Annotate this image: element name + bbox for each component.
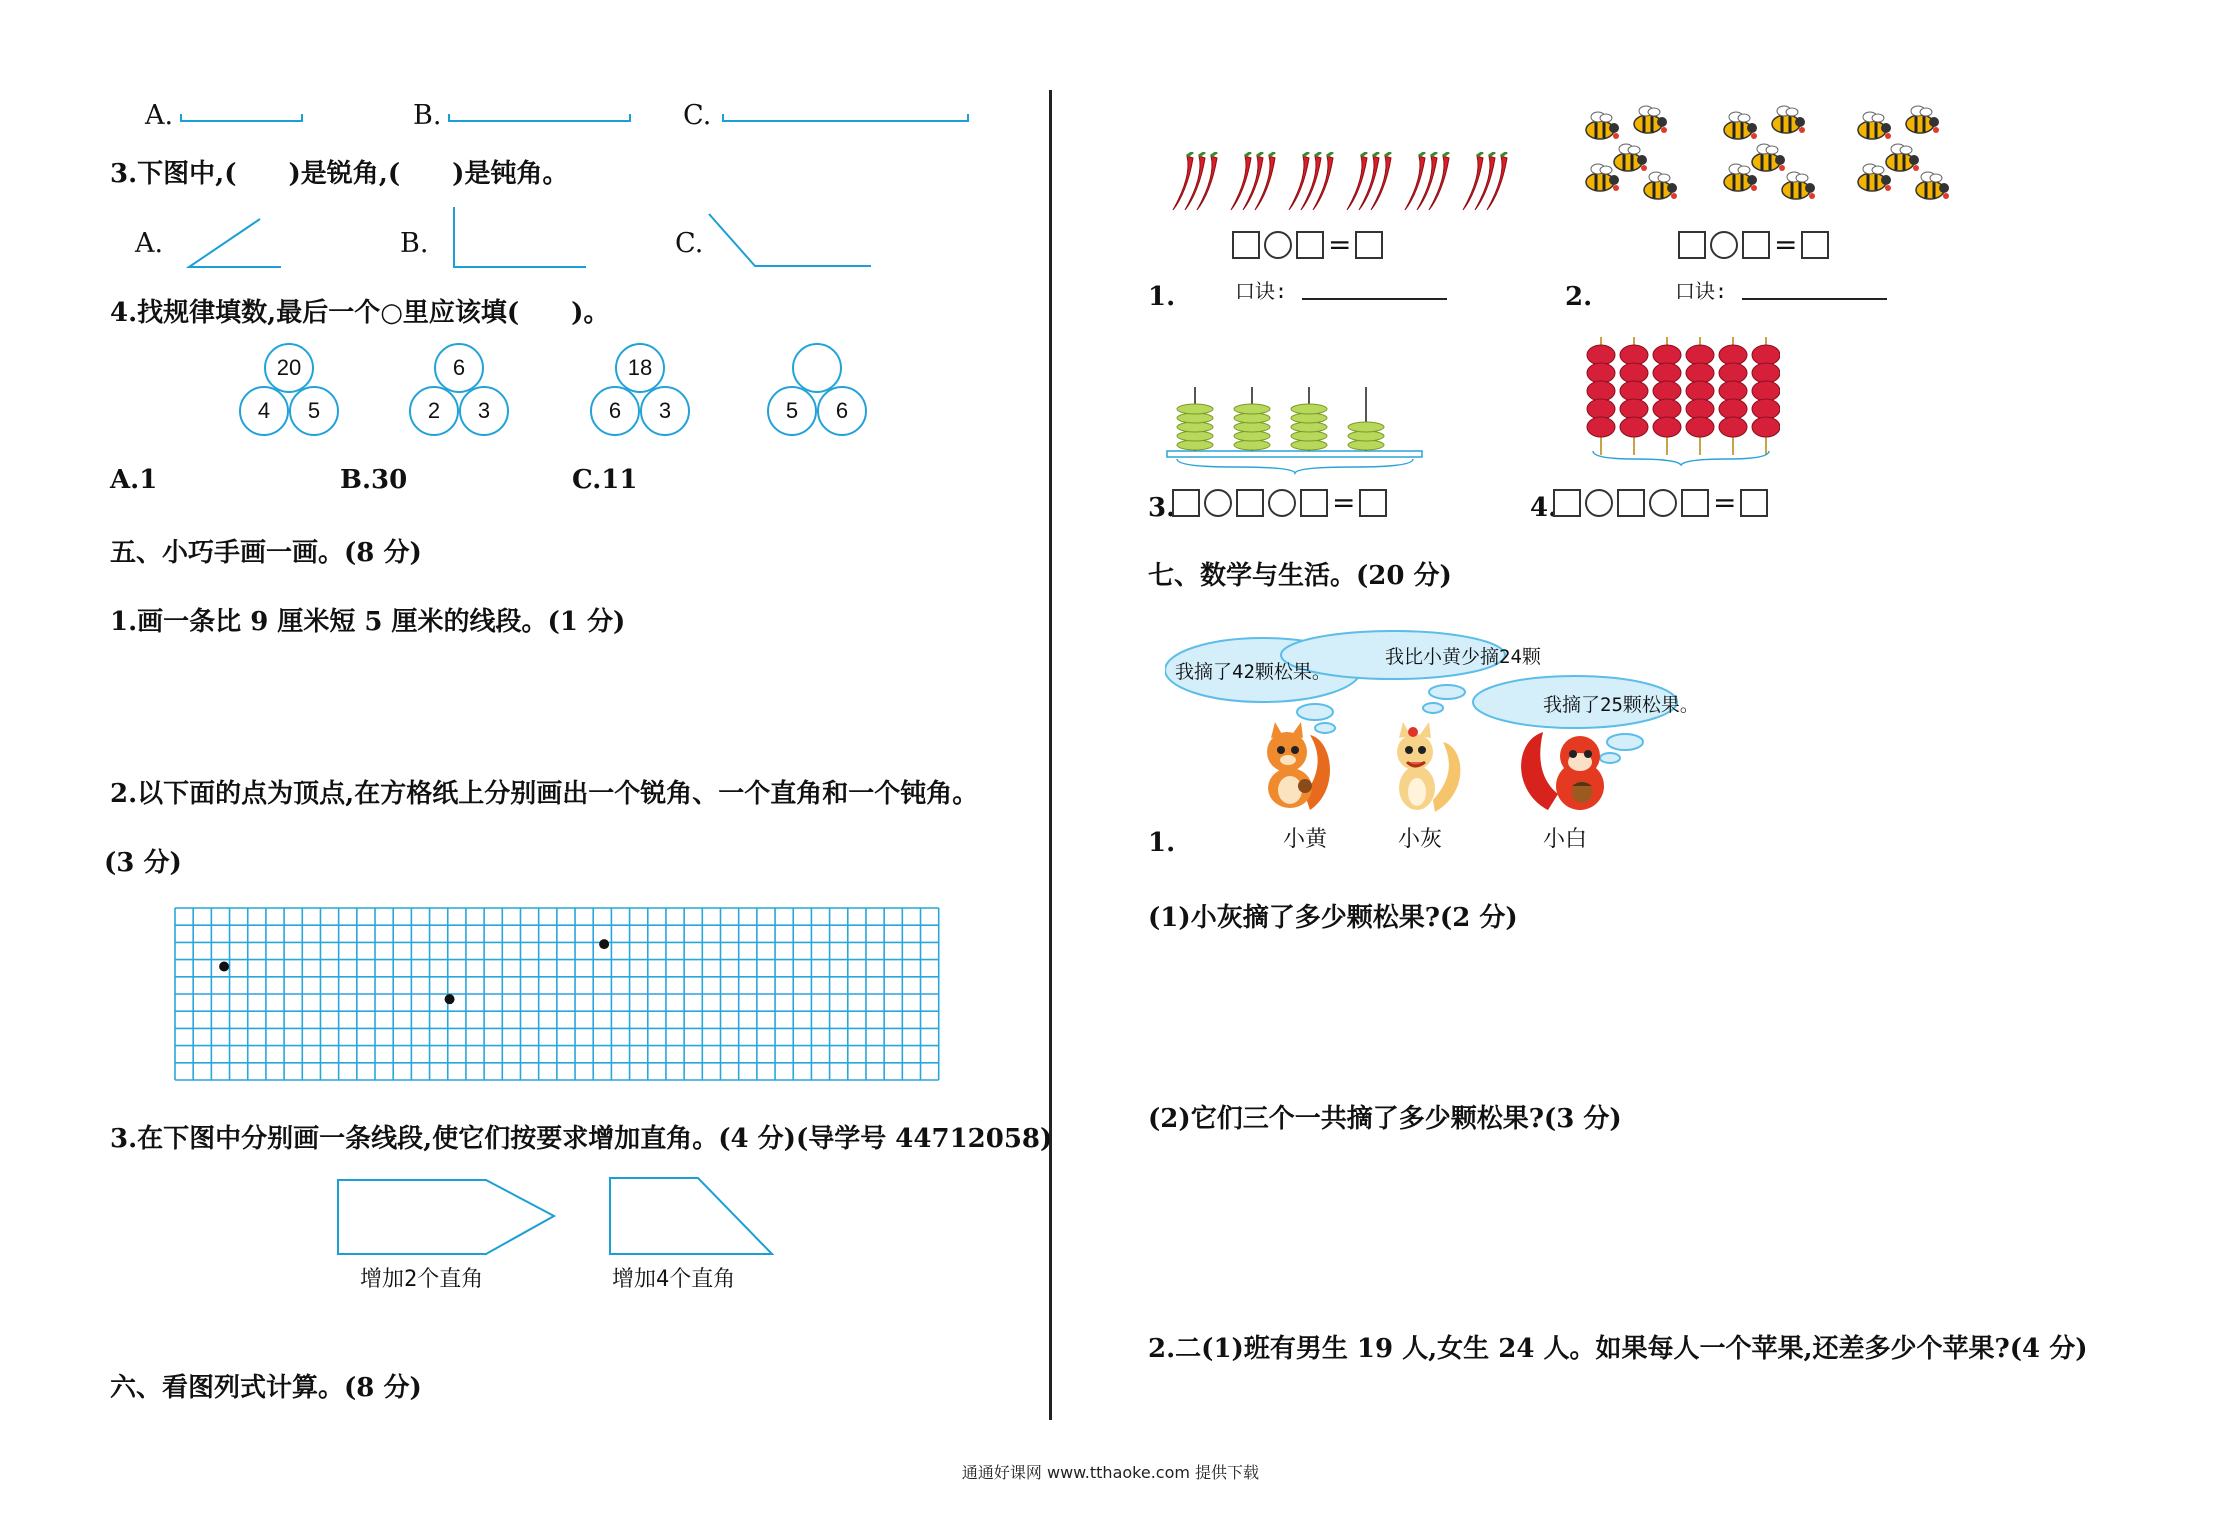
q3-option-a: A. xyxy=(135,228,164,259)
circle-right: 5 xyxy=(289,386,339,436)
blank-box[interactable] xyxy=(1172,489,1200,517)
equation-3: = xyxy=(1172,486,1387,519)
column-divider xyxy=(1049,90,1052,1420)
circle-right: 3 xyxy=(640,386,690,436)
koujue-line-2[interactable] xyxy=(1742,298,1887,300)
candied-fruit xyxy=(1686,381,1714,401)
bee-icon xyxy=(1906,106,1939,133)
circle-top: 6 xyxy=(434,343,484,393)
candied-fruit xyxy=(1719,417,1747,437)
candied-fruit xyxy=(1620,363,1648,383)
blank-circle[interactable] xyxy=(1585,489,1613,517)
q2-segment-c xyxy=(722,112,972,124)
bee-icon xyxy=(1886,144,1919,171)
pepper-stem xyxy=(1315,152,1321,156)
pepper-stem xyxy=(1303,152,1309,156)
s7-sub1: (1)小灰摘了多少颗松果?(2 分) xyxy=(1148,903,1518,933)
q2-option-b: B. xyxy=(413,100,442,131)
q4-answer-b: B.30 xyxy=(340,465,408,495)
section7-title: 七、数学与生活。(20 分) xyxy=(1148,561,1452,591)
blank-box[interactable] xyxy=(1740,489,1768,517)
koujue-label-2: 口诀: xyxy=(1675,279,1728,303)
skewer-picture xyxy=(1585,337,1780,467)
pepper-stem xyxy=(1373,152,1379,156)
circle-group-3 xyxy=(588,343,693,443)
pepper-stem xyxy=(1431,152,1437,156)
bee-icon xyxy=(1916,172,1949,199)
pepper-stem xyxy=(1361,152,1367,156)
circle-right: 6 xyxy=(817,386,867,436)
pepper-stem xyxy=(1501,152,1507,156)
blank-circle[interactable] xyxy=(1268,489,1296,517)
footer-credit: 通通好课网 www.tthaoke.com 提供下载 xyxy=(961,1463,1260,1482)
bee-icon xyxy=(1586,112,1619,139)
bubble-text-3: 我摘了25颗松果。 xyxy=(1543,694,1699,716)
candied-fruit xyxy=(1653,381,1681,401)
circle-group-2 xyxy=(407,343,512,443)
abacus-ring xyxy=(1291,404,1327,414)
candied-fruit xyxy=(1686,345,1714,365)
q3-angle-right xyxy=(450,205,590,270)
pepper-stem xyxy=(1327,152,1333,156)
candied-fruit xyxy=(1752,363,1780,383)
blank-circle[interactable] xyxy=(1204,489,1232,517)
item4-number: 4. xyxy=(1530,493,1558,523)
candied-fruit xyxy=(1620,381,1648,401)
s7-q2: 2.二(1)班有男生 19 人,女生 24 人。如果每人一个苹果,还差多少个苹果?(4 分) xyxy=(1148,1334,2088,1364)
q3-option-b: B. xyxy=(400,228,429,259)
shape2-label: 增加4个直角 xyxy=(612,1267,736,1292)
circle-top: 20 xyxy=(264,343,314,393)
bee-icon xyxy=(1614,144,1647,171)
bee-icon xyxy=(1586,164,1619,191)
blank-circle[interactable] xyxy=(1649,489,1677,517)
candied-fruit xyxy=(1686,399,1714,419)
s5-q2: 2.以下面的点为顶点,在方格纸上分别画出一个锐角、一个直角和一个钝角。 xyxy=(110,779,979,809)
equation-4: = xyxy=(1553,486,1768,519)
section5-title: 五、小巧手画一画。(8 分) xyxy=(110,538,422,568)
candied-fruit xyxy=(1587,345,1615,365)
candied-fruit xyxy=(1653,417,1681,437)
candied-fruit xyxy=(1653,363,1681,383)
circle-left: 5 xyxy=(767,386,817,436)
s5-q3: 3.在下图中分别画一条线段,使它们按要求增加直角。(4 分)(导学号 44712058) xyxy=(110,1124,1053,1154)
circle-left: 2 xyxy=(409,386,459,436)
pepper-stem xyxy=(1199,152,1205,156)
bee-icon xyxy=(1858,112,1891,139)
blank-box[interactable] xyxy=(1681,489,1709,517)
q2-option-a: A. xyxy=(145,100,174,131)
grid-vertex-point xyxy=(219,961,229,971)
q4-text: 4.找规律填数,最后一个○里应该填( )。 xyxy=(110,298,610,328)
circle-group-1 xyxy=(237,343,342,443)
item1-number: 1. xyxy=(1148,282,1176,312)
pepper-stem xyxy=(1269,152,1275,156)
bee-icon xyxy=(1724,112,1757,139)
abacus-ring xyxy=(1177,404,1213,414)
circle-top: 18 xyxy=(615,343,665,393)
blank-box[interactable] xyxy=(1300,489,1328,517)
item3-number: 3. xyxy=(1148,493,1176,523)
candied-fruit xyxy=(1752,399,1780,419)
q3-angle-obtuse xyxy=(705,210,875,270)
blank-box[interactable] xyxy=(1232,231,1260,259)
bee-icon xyxy=(1752,144,1785,171)
candied-fruit xyxy=(1752,381,1780,401)
koujue-line-1[interactable] xyxy=(1302,298,1447,300)
candied-fruit xyxy=(1752,345,1780,365)
bee-icon xyxy=(1724,164,1757,191)
blank-box[interactable] xyxy=(1296,231,1324,259)
candied-fruit xyxy=(1620,345,1648,365)
pepper-stem xyxy=(1489,152,1495,156)
q4-answer-a: A.1 xyxy=(110,465,158,495)
squirrel-xiaohuang xyxy=(1255,720,1335,815)
circle-left: 4 xyxy=(239,386,289,436)
q2-segment-b xyxy=(448,112,633,124)
candied-fruit xyxy=(1719,399,1747,419)
grid-vertex-point xyxy=(445,994,455,1004)
pepper-stem xyxy=(1257,152,1263,156)
q2-segment-a xyxy=(180,112,305,124)
pepper-stem xyxy=(1187,152,1193,156)
candied-fruit xyxy=(1653,345,1681,365)
candied-fruit xyxy=(1587,381,1615,401)
section6-title: 六、看图列式计算。(8 分) xyxy=(110,1373,422,1403)
blank-box[interactable] xyxy=(1359,489,1387,517)
bee-icon xyxy=(1634,106,1667,133)
bee-icon xyxy=(1782,172,1815,199)
pepper-stem xyxy=(1419,152,1425,156)
pepper-stem xyxy=(1245,152,1251,156)
blank-box[interactable] xyxy=(1553,489,1581,517)
equation-2: = xyxy=(1678,228,1829,261)
brace xyxy=(1177,459,1413,473)
candied-fruit xyxy=(1719,345,1747,365)
name-xiaobai: 小白 xyxy=(1543,827,1588,852)
shape-pentagon xyxy=(336,1178,558,1258)
bubble-text-2: 我比小黄少摘24颗 xyxy=(1385,646,1541,668)
shape1-label: 增加2个直角 xyxy=(360,1267,484,1292)
circle-top-blank xyxy=(792,343,842,393)
blank-box[interactable] xyxy=(1617,489,1645,517)
s7-item1-number: 1. xyxy=(1148,828,1176,858)
bubble-text-1: 我摘了42颗松果。 xyxy=(1175,661,1331,683)
blank-box[interactable] xyxy=(1742,231,1770,259)
pepper-stem xyxy=(1477,152,1483,156)
s5-q1: 1.画一条比 9 厘米短 5 厘米的线段。(1 分) xyxy=(110,607,626,637)
bee-picture xyxy=(1580,100,1965,218)
q3-option-c: C. xyxy=(675,228,704,259)
pepper-stem xyxy=(1211,152,1217,156)
squirrel-xiaohui xyxy=(1385,722,1465,817)
koujue-label-1: 口诀: xyxy=(1235,279,1288,303)
candied-fruit xyxy=(1719,363,1747,383)
candied-fruit xyxy=(1620,399,1648,419)
name-xiaohuang: 小黄 xyxy=(1283,827,1328,852)
brace xyxy=(1593,451,1769,465)
pepper-stem xyxy=(1385,152,1391,156)
bee-icon xyxy=(1858,164,1891,191)
q4-answer-c: C.11 xyxy=(572,465,638,495)
equation-1: = xyxy=(1232,228,1383,261)
name-xiaohui: 小灰 xyxy=(1398,827,1443,852)
blank-circle[interactable] xyxy=(1264,231,1292,259)
s7-sub2: (2)它们三个一共摘了多少颗松果?(3 分) xyxy=(1148,1104,1622,1134)
grid-vertex-point xyxy=(599,939,609,949)
q3-text: 3.下图中,( )是锐角,( )是钝角。 xyxy=(110,159,569,189)
candied-fruit xyxy=(1587,417,1615,437)
bee-icon xyxy=(1644,172,1677,199)
item2-number: 2. xyxy=(1565,282,1593,312)
blank-box[interactable] xyxy=(1801,231,1829,259)
candied-fruit xyxy=(1686,417,1714,437)
circle-right: 3 xyxy=(459,386,509,436)
blank-box[interactable] xyxy=(1678,231,1706,259)
candied-fruit xyxy=(1587,363,1615,383)
pepper-picture xyxy=(1165,152,1525,214)
s5-q2-score: (3 分) xyxy=(104,848,182,878)
candied-fruit xyxy=(1620,417,1648,437)
blank-box[interactable] xyxy=(1236,489,1264,517)
bee-icon xyxy=(1772,106,1805,133)
candied-fruit xyxy=(1653,399,1681,419)
q2-option-c: C. xyxy=(683,100,712,131)
grid-paper[interactable] xyxy=(174,907,940,1083)
abacus-base xyxy=(1167,451,1422,457)
candied-fruit xyxy=(1719,381,1747,401)
squirrel-xiaobai xyxy=(1518,722,1618,817)
abacus-ring xyxy=(1348,422,1384,432)
candied-fruit xyxy=(1686,363,1714,383)
blank-box[interactable] xyxy=(1355,231,1383,259)
stacked-rings-picture xyxy=(1165,385,1430,475)
q3-angle-acute xyxy=(185,215,285,270)
pepper-stem xyxy=(1443,152,1449,156)
abacus-ring xyxy=(1234,404,1270,414)
blank-circle[interactable] xyxy=(1710,231,1738,259)
circle-group-4 xyxy=(765,343,870,443)
circle-left: 6 xyxy=(590,386,640,436)
candied-fruit xyxy=(1752,417,1780,437)
shape-trapezoid xyxy=(608,1176,776,1258)
candied-fruit xyxy=(1587,399,1615,419)
